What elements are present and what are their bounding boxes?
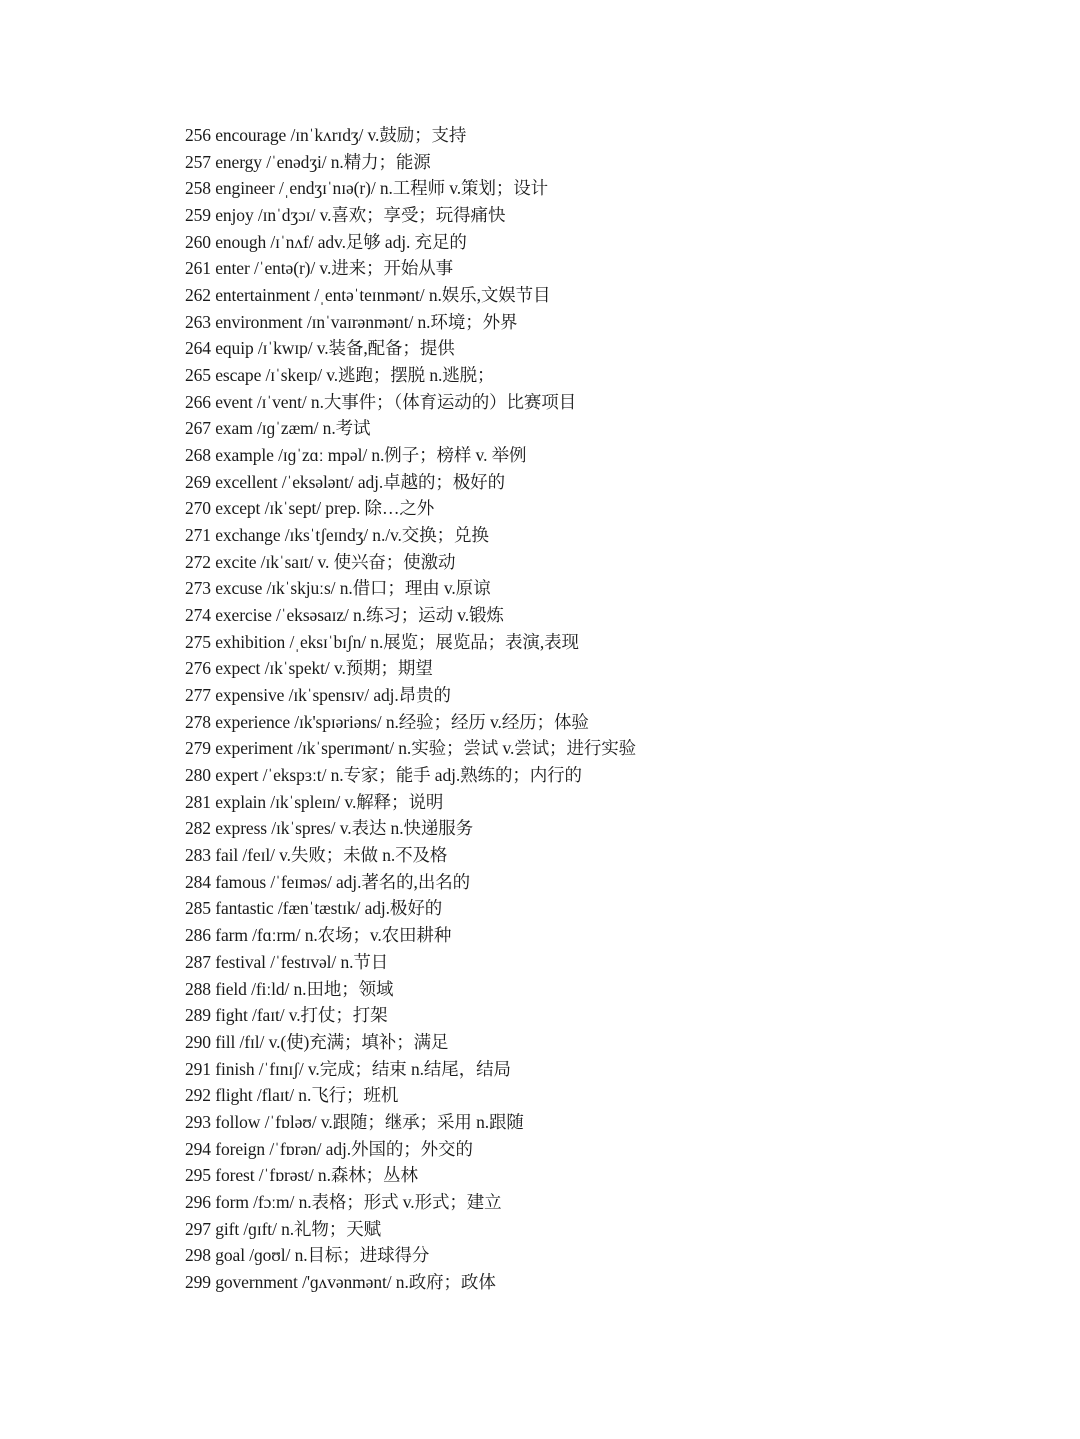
vocabulary-list [185, 122, 1045, 1296]
vocabulary-entry: 293 follow /ˈfɒləʊ/ v.跟随；继承；采用 n.跟随 [185, 1111, 524, 1132]
vocabulary-entry: 295 forest /ˈfɒrəst/ n.森林；丛林 [185, 1165, 418, 1186]
vocabulary-entry: 281 explain /ɪkˈspleɪn/ v.解释；说明 [185, 791, 444, 812]
vocabulary-entry: 258 engineer /ˌendʒɪˈnɪə(r)/ n.工程师 v.策划；设计 [185, 178, 549, 199]
vocabulary-entry: 261 enter /ˈentə(r)/ v.进来；开始从事 [185, 258, 454, 279]
vocabulary-entry: 274 exercise /ˈeksəsaɪz/ n.练习；运动 v.锻炼 [185, 605, 504, 626]
vocabulary-entry: 257 energy /ˈenədʒi/ n.精力；能源 [185, 151, 431, 172]
vocabulary-entry: 282 express /ɪkˈspres/ v.表达 n.快递服务 [185, 818, 474, 839]
vocabulary-entry: 259 enjoy /ɪnˈdʒɔɪ/ v.喜欢；享受；玩得痛快 [185, 205, 506, 226]
vocabulary-entry: 290 fill /fɪl/ v.(使)充满；填补；满足 [185, 1031, 449, 1052]
vocabulary-entry: 275 exhibition /ˌeksɪˈbɪʃn/ n.展览；展览品；表演,表现 [185, 631, 579, 652]
vocabulary-entry: 291 finish /ˈfɪnɪʃ/ v.完成；结束 n.结尾，结局 [185, 1058, 511, 1079]
vocabulary-entry: 269 excellent /ˈeksələnt/ adj.卓越的；极好的 [185, 471, 505, 492]
vocabulary-entry: 256 encourage /ɪnˈkʌrɪdʒ/ v.鼓励；支持 [185, 125, 467, 145]
vocabulary-entry: 277 expensive /ɪkˈspensɪv/ adj.昂贵的 [185, 685, 451, 706]
vocabulary-entry: 272 excite /ɪkˈsaɪt/ v. 使兴奋；使激动 [185, 551, 456, 572]
vocabulary-entry: 263 environment /ɪnˈvaɪrənmənt/ n.环境；外界 [185, 311, 518, 332]
vocabulary-entry: 296 form /fɔːm/ n.表格；形式 v.形式；建立 [185, 1191, 502, 1212]
vocabulary-entry: 264 equip /ɪˈkwɪp/ v.装备,配备；提供 [185, 338, 455, 359]
vocabulary-entry: 273 excuse /ɪkˈskjuːs/ n.借口；理由 v.原谅 [185, 578, 491, 599]
vocabulary-entry: 271 exchange /ɪksˈtʃeɪndʒ/ n./v.交换；兑换 [185, 525, 489, 546]
vocabulary-entry: 283 fail /feɪl/ v.失败；未做 n.不及格 [185, 845, 448, 866]
vocabulary-entry: 279 experiment /ɪkˈsperɪmənt/ n.实验；尝试 v.尝试；进行实验 [185, 738, 637, 759]
vocabulary-entry: 262 entertainment /ˌentəˈteɪnmənt/ n.娱乐,文娱节目 [185, 285, 551, 306]
vocabulary-entry: 276 expect /ɪkˈspekt/ v.预期；期望 [185, 658, 433, 679]
vocabulary-entry: 287 festival /ˈfestɪvəl/ n.节日 [185, 951, 389, 972]
vocabulary-entry: 268 example /ɪɡˈzɑː mpəl/ n.例子；榜样 v. 举例 [185, 445, 527, 466]
vocabulary-entry: 285 fantastic /fænˈtæstɪk/ adj.极好的 [185, 898, 443, 919]
vocabulary-entry: 267 exam /ɪɡˈzæm/ n.考试 [185, 418, 371, 439]
vocabulary-entry: 278 experience /ɪk'spɪəriəns/ n.经验；经历 v.经历；体验 [185, 711, 589, 732]
vocabulary-entry: 266 event /ɪˈvent/ n.大事件；（体育运动的）比赛项目 [185, 391, 577, 412]
vocabulary-entry: 292 flight /flaɪt/ n.飞行；班机 [185, 1085, 399, 1106]
vocabulary-entry: 265 escape /ɪˈskeɪp/ v.逃跑；摆脱 n.逃脱； [185, 365, 495, 386]
vocabulary-entry: 299 government /'ɡʌvənmənt/ n.政府；政体 [185, 1271, 496, 1292]
vocabulary-entry: 260 enough /ɪˈnʌf/ adv.足够 adj. 充足的 [185, 231, 467, 252]
vocabulary-entry: 284 famous /ˈfeɪməs/ adj.著名的,出名的 [185, 871, 471, 892]
vocabulary-entry: 294 foreign /ˈfɒrən/ adj.外国的；外交的 [185, 1138, 473, 1159]
vocabulary-entry: 298 goal /ɡoʊl/ n.目标；进球得分 [185, 1245, 430, 1266]
vocabulary-entry: 270 except /ɪkˈsept/ prep. 除…之外 [185, 498, 435, 519]
vocabulary-entry: 289 fight /faɪt/ v.打仗；打架 [185, 1005, 388, 1026]
vocabulary-entry: 297 gift /ɡɪft/ n.礼物；天赋 [185, 1218, 382, 1239]
vocabulary-entry: 288 field /fiːld/ n.田地；领域 [185, 978, 394, 999]
vocabulary-entry: 286 farm /fɑːrm/ n.农场；v.农田耕种 [185, 925, 452, 946]
vocabulary-entry: 280 expert /ˈekspɜːt/ n.专家；能手 adj.熟练的；内行的 [185, 765, 582, 786]
